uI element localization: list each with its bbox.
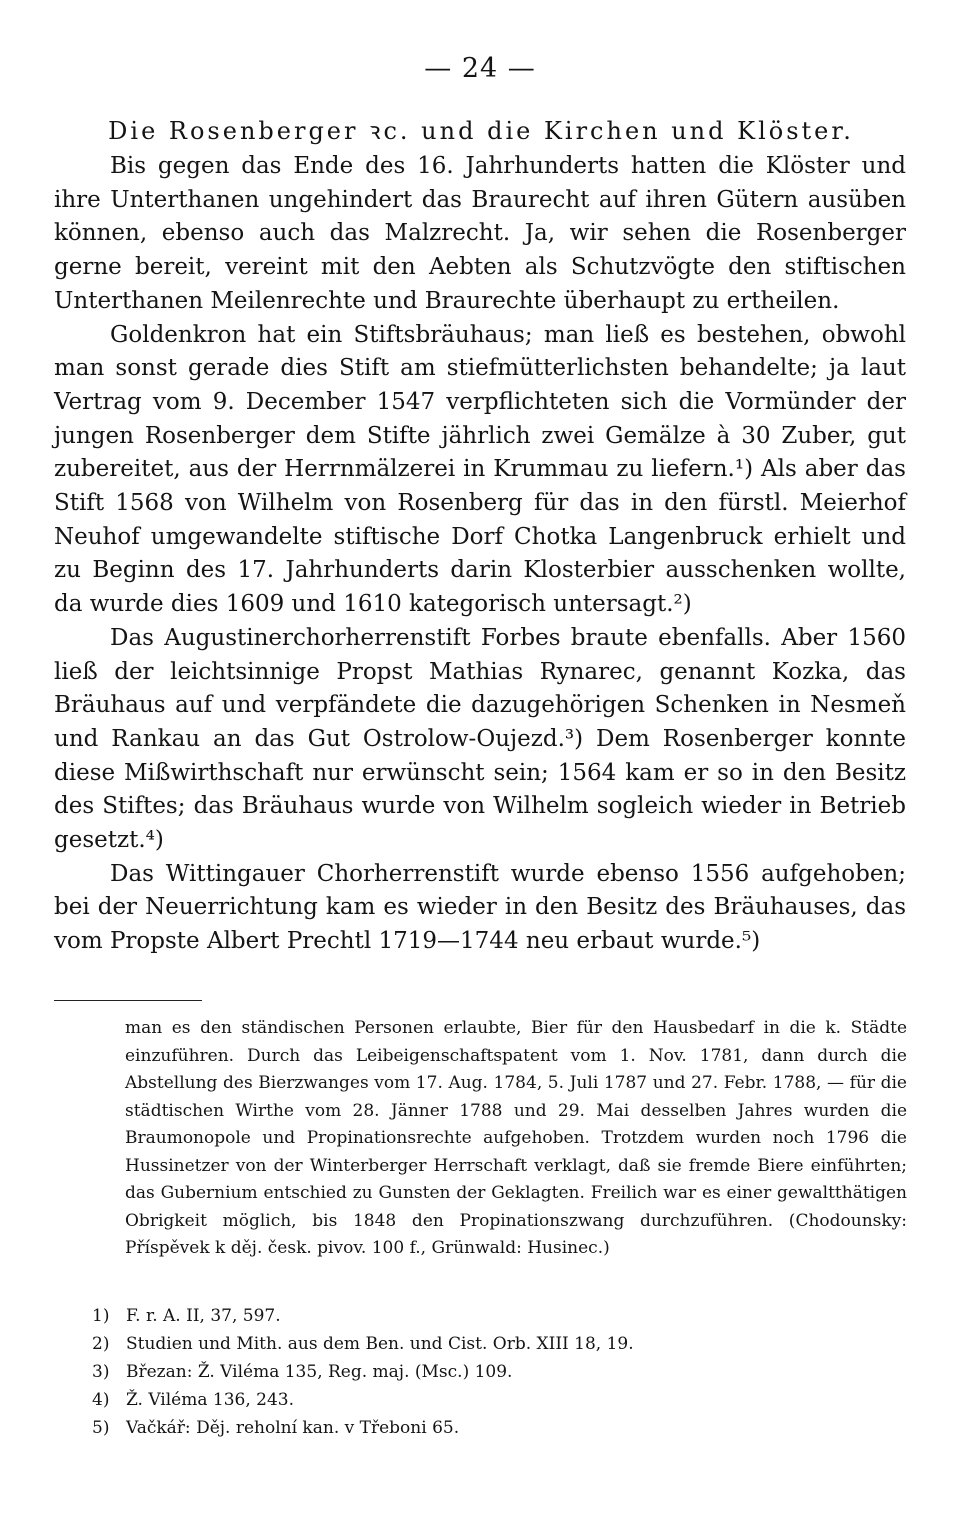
footnote: [92, 1302, 912, 1330]
footnote-number: 3): [92, 1362, 110, 1382]
footnote-text: Studien und Mith. aus dem Ben. und Cist. Orb. XIII 18, 19.: [126, 1334, 634, 1354]
page-number: — 24 —: [424, 53, 536, 84]
footnote: [92, 1414, 912, 1442]
main-text: [54, 112, 906, 959]
footnote-text: Vačkář: Děj. reholní kan. v Třeboni 65.: [126, 1418, 460, 1438]
section-heading: Die Rosenberger ꝛc. und die Kirchen und Klöster.: [108, 117, 854, 145]
footnote-text: Ž. Viléma 136, 243.: [126, 1390, 294, 1410]
paragraph: Das Wittingauer Chorherrenstift wurde ebenso 1556 aufgehoben; bei der Neuerrichtung kam es wieder in den Besitz des Bräuhauses, das vom Propste Albert Prechtl 1719—1744 neu erbaut wurde.⁵): [54, 860, 906, 955]
footnote-text: F. r. A. II, 37, 597.: [126, 1306, 281, 1326]
paragraph: Bis gegen das Ende des 16. Jahrhunderts hatten die Klöster und ihre Unterthanen ungehindert das Braurecht auf ihren Gütern ausüben können, ebenso auch das Malzrecht. Ja, wir sehen die Rosenberger gerne bereit, vereint mit den Aebten als Schutzvögte den stiftischen Unterthanen Meilenrechte und Braurechte überhaupt zu ertheilen.: [54, 153, 906, 314]
footnote-list: [92, 1302, 912, 1442]
continued-footnote: man es den ständischen Personen erlaubte, Bier für den Hausbedarf in die k. Städte einzuführen. Durch das Leibeigenschaftspatent vom 1. Nov. 1781, dann durch die Abstellung des Bierzwanges vom 17. Aug. 1784, 5. Juli 1787 und 27. Febr. 1788, — für die städtischen Wirthe vom 28. Jänner 1788 und 29. Mai desselben Jahres wurden die Braumonopole und Propinationsrechte aufgehoben. Trotzdem wurden noch 1796 die Hussinetzer von der Winterberger Herrschaft verklagt, daß sie fremde Biere einführten; das Gubernium entschied zu Gunsten der Geklagten. Freilich war es einer gewaltthätigen Obrigkeit möglich, bis 1848 den Propinationszwang durchzuführen. (Chodounsky: Příspěvek k děj. česk. pivov. 100 f., Grünwald: Husinec.): [125, 1018, 907, 1258]
footnote-number: 5): [92, 1418, 110, 1438]
footnote-number: 1): [92, 1306, 110, 1326]
footnote-number: 4): [92, 1390, 110, 1410]
footnote-text: Březan: Ž. Viléma 135, Reg. maj. (Msc.) 109.: [126, 1362, 513, 1382]
footnote: [92, 1330, 912, 1358]
footnote-number: 2): [92, 1334, 110, 1354]
footnote: [92, 1386, 912, 1414]
paragraph: Goldenkron hat ein Stiftsbräuhaus; man ließ es bestehen, obwohl man sonst gerade dies Stift am stiefmütterlichsten behandelte; ja laut Vertrag vom 9. December 1547 verpflichteten sich die Vormünder der jungen Rosenberger dem Stifte jährlich zwei Gemälze à 30 Zuber, gut zubereitet, aus der Herrnmälzerei in Krummau zu liefern.¹) Als aber das Stift 1568 von Wilhelm von Rosenberg für das in den fürstl. Meierhof Neuhof umgewandelte stiftische Dorf Chotka Langenbruck erhielt und zu Beginn des 17. Jahrhunderts darin Klosterbier ausschenken wollte, da wurde dies 1609 und 1610 kategorisch untersagt.²): [54, 321, 906, 618]
paragraph: Das Augustinerchorherrenstift Forbes braute ebenfalls. Aber 1560 ließ der leichtsinnige Propst Mathias Rynarec, genannt Kozka, das Bräuhaus auf und verpfändete die dazugehörigen Schenken in Nesmeň und Rankau an das Gut Ostrolow-Oujezd.³) Dem Rosenberger konnte diese Mißwirthschaft nur erwünscht sein; 1564 kam er so in den Besitz des Stiftes; das Bräuhaus wurde von Wilhelm sogleich wieder in Betrieb gesetzt.⁴): [54, 624, 906, 854]
footnote-divider: [54, 1000, 202, 1001]
footnote: [92, 1358, 912, 1386]
